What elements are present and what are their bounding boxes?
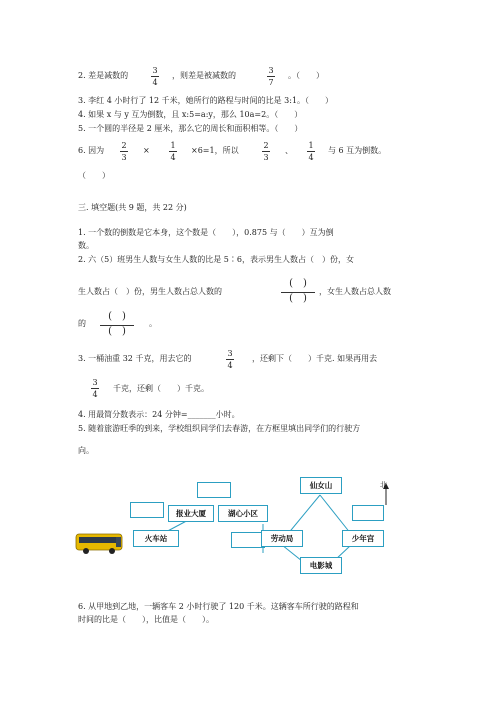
judge-q4: 4. 如果 x 与 y 互为倒数，且 x:5=a:y，那么 10a=2。（ ） xyxy=(78,110,303,119)
place-youth-palace: 少年宫 xyxy=(342,530,384,547)
numerator: 3 xyxy=(92,378,98,387)
fill-q2-line2-b: ，女生人数占总人数 xyxy=(319,287,391,296)
fill-q2-line2-a: 生人数占（ ）份，男生人数占总人数的 xyxy=(78,287,222,296)
fill-q4: 4. 用最简分数表示：24 分钟=_______小时。 xyxy=(78,410,240,419)
denominator: 3 xyxy=(263,153,269,162)
fill-q3-line2: 千克，还剩（ ）千克。 xyxy=(113,384,209,393)
judge-q6-answer-paren: （ ） xyxy=(78,171,110,180)
fill-q1-line1: 1. 一个数的倒数是它本身，这个数是（ ），0.875 与（ ）互为倒 xyxy=(78,228,334,237)
judge-q2-text-c: 。（ ） xyxy=(288,71,324,80)
judge-q6-fraction-2 xyxy=(166,141,180,162)
judge-q5: 5. 一个圆的半径是 2 厘米，那么它的周长和面积相等。（ ） xyxy=(78,124,303,133)
denominator: 4 xyxy=(92,390,98,399)
fill-q3-line1-b: ，还剩下（ ）千克. 如果再用去 xyxy=(252,354,378,363)
direction-blank-box-2[interactable] xyxy=(130,502,164,518)
fill-q2-blank-fraction-2[interactable] xyxy=(100,312,134,338)
place-train-station: 火车站 xyxy=(133,530,179,547)
numerator: 3 xyxy=(227,349,233,358)
judge-q6-fraction-1 xyxy=(117,141,131,162)
judge-q2-text-b: ，则差是被减数的 xyxy=(172,71,236,80)
direction-blank-box-4[interactable] xyxy=(352,505,384,521)
judge-q6-separator: 、 xyxy=(285,146,293,155)
fill-q3-fraction-2 xyxy=(88,378,102,399)
place-labor-bureau: 劳动局 xyxy=(261,530,303,547)
place-lake-community: 湖心小区 xyxy=(218,505,268,522)
direction-blank-box-3[interactable] xyxy=(231,532,265,548)
numerator: 1 xyxy=(308,141,314,150)
judge-q2-fraction-2 xyxy=(264,66,278,87)
fill-q2-blank-fraction-1[interactable] xyxy=(281,279,315,305)
denominator: 4 xyxy=(227,361,233,370)
denominator: 7 xyxy=(268,78,274,87)
place-fairy-mountain: 仙女山 xyxy=(300,477,342,494)
fill-q6-line1: 6. 从甲地到乙地，一辆客车 2 小时行驶了 120 千米。这辆客车所行驶的路程和 xyxy=(78,602,359,611)
fill-q6-line2: 时间的比是（ ），比值是（ ）。 xyxy=(78,615,214,624)
numerator: 2 xyxy=(263,141,269,150)
judge-q6-text-a: 6. 因为 xyxy=(78,146,105,155)
fill-q2-line1: 2. 六（5）班男生人数与女生人数的比是 5∶6，表示男生人数占（ ）份，女 xyxy=(78,255,354,264)
fill-section-heading: 三. 填空题(共 9 题，共 22 分) xyxy=(78,203,187,212)
fill-q3-fraction xyxy=(223,349,237,370)
judge-q2-text-a: 2. 差是减数的 xyxy=(78,71,129,80)
place-newspaper-tower: 报业大厦 xyxy=(168,505,214,522)
denominator: 3 xyxy=(121,153,127,162)
judge-q2-fraction-1 xyxy=(148,66,162,87)
judge-q6-fraction-3 xyxy=(259,141,273,162)
denominator-blank: ( ) xyxy=(289,293,307,304)
judge-q6-fraction-4 xyxy=(304,141,318,162)
fill-q5-line2: 向。 xyxy=(78,446,94,455)
judge-q6-text-b: ×6=1，所以 xyxy=(191,146,239,155)
place-cinema: 电影城 xyxy=(300,557,342,574)
fill-q2-line3-a: 的 xyxy=(78,319,86,328)
judge-q3: 3. 李红 4 小时行了 12 千米，她所行的路程与时间的比是 3:1。（ ） xyxy=(78,96,334,105)
numerator-blank: ( ) xyxy=(289,278,307,289)
judge-q6-text-c: 与 6 互为倒数。 xyxy=(328,146,387,155)
denominator: 4 xyxy=(152,78,158,87)
fill-q1-line2: 数。 xyxy=(78,241,94,250)
denominator: 4 xyxy=(308,153,314,162)
direction-blank-box-1[interactable] xyxy=(197,482,231,498)
numerator: 3 xyxy=(152,66,158,75)
fill-q3-line1-a: 3. 一桶油重 32 千克，用去它的 xyxy=(78,354,192,363)
fill-q5-line1: 5. 随着旅游旺季的到来，学校组织同学们去春游，在方框里填出同学们的行驶方 xyxy=(78,424,361,433)
denominator: 4 xyxy=(170,153,176,162)
numerator: 2 xyxy=(121,141,127,150)
north-label: 北 xyxy=(380,481,387,489)
fill-q2-line3-b: 。 xyxy=(149,319,157,328)
bus-icon xyxy=(74,528,124,556)
numerator: 3 xyxy=(268,66,274,75)
numerator-blank: ( ) xyxy=(108,311,126,322)
judge-q6-times: × xyxy=(143,146,150,155)
denominator-blank: ( ) xyxy=(108,326,126,337)
numerator: 1 xyxy=(170,141,176,150)
